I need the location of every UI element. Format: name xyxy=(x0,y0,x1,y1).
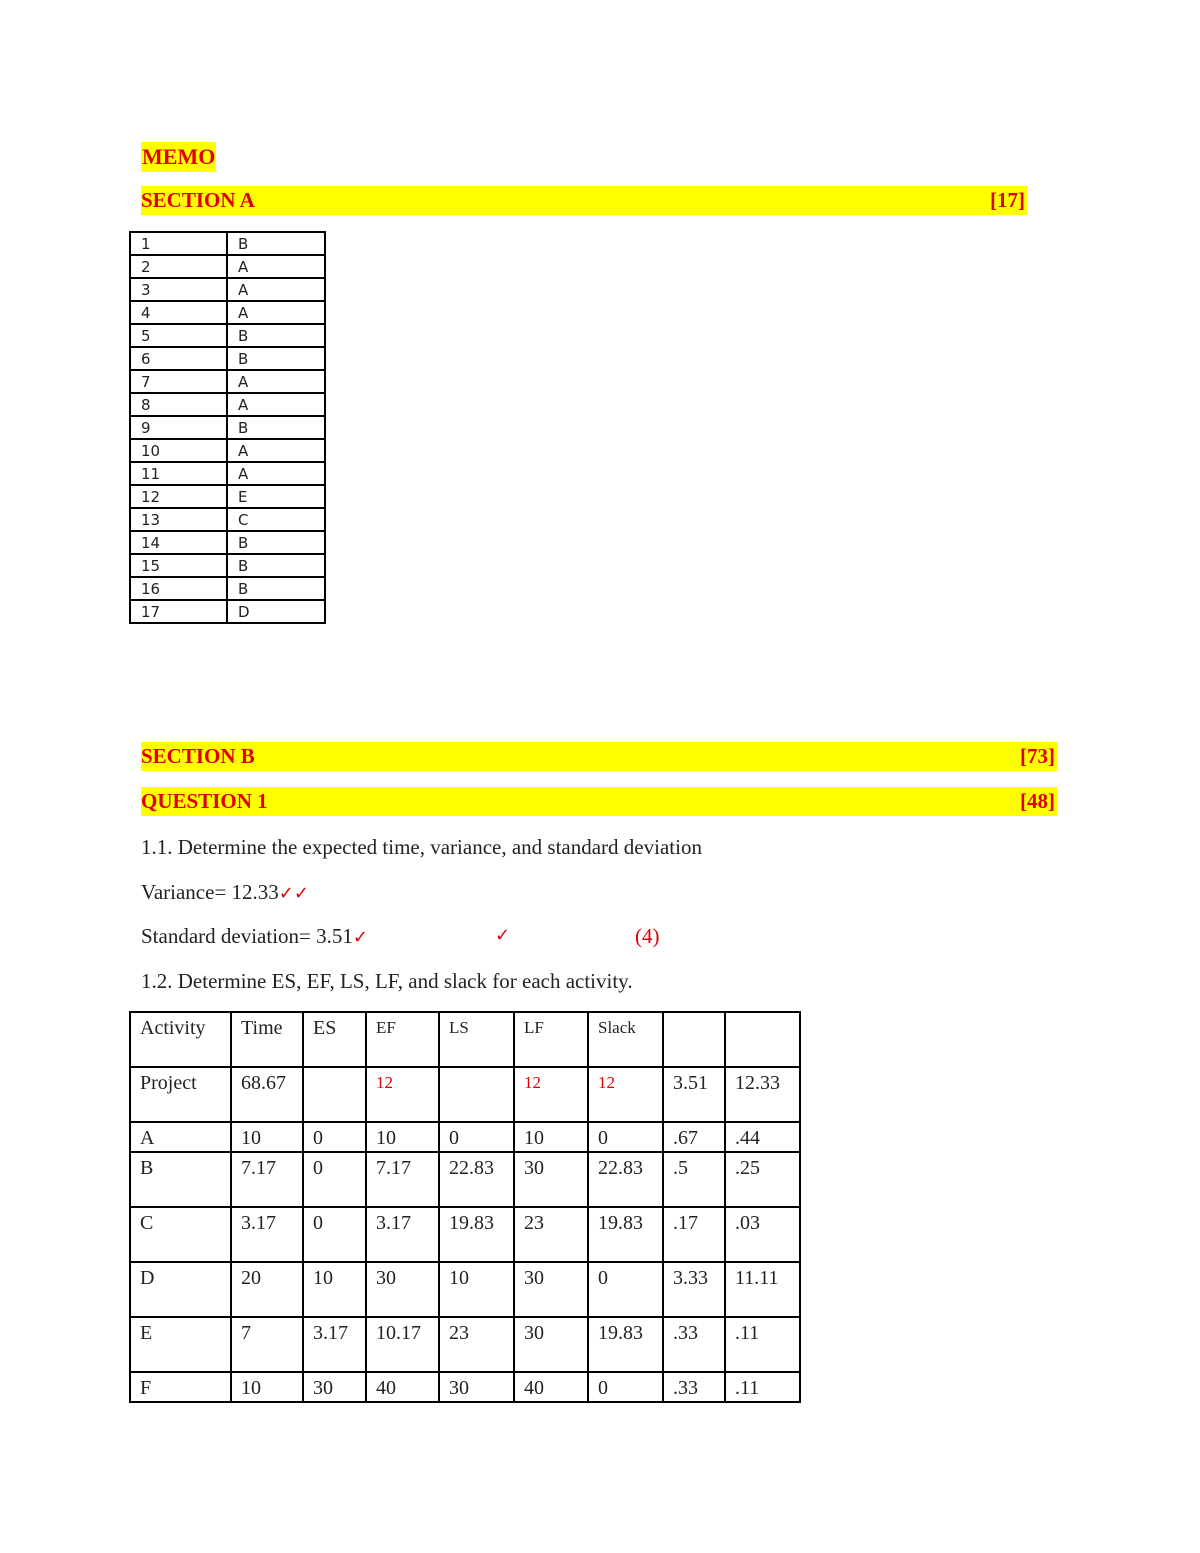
activity-cell: 19.83 xyxy=(588,1207,663,1262)
activity-cell: .25 xyxy=(725,1152,800,1207)
activity-cell: 30 xyxy=(514,1262,588,1317)
activity-cell: 23 xyxy=(514,1207,588,1262)
activity-cell: 12 xyxy=(366,1067,439,1122)
column-header: LS xyxy=(439,1012,514,1067)
q1-1-marks: (4) xyxy=(635,924,660,948)
answer-number: 2 xyxy=(130,255,227,278)
activity-cell: B xyxy=(130,1152,231,1207)
activity-cell: .67 xyxy=(663,1122,725,1152)
activity-cell: 0 xyxy=(588,1372,663,1402)
answer-number: 4 xyxy=(130,301,227,324)
column-header: LF xyxy=(514,1012,588,1067)
section-a-answer-table xyxy=(129,231,326,624)
q1-1-heading: 1.1. Determine the expected time, variance, and standard deviation xyxy=(141,835,702,859)
activity-cell: 7.17 xyxy=(366,1152,439,1207)
activity-row xyxy=(130,1152,800,1207)
activity-cell: 3.17 xyxy=(231,1207,303,1262)
answer-letter: D xyxy=(227,600,325,623)
activity-row xyxy=(130,1207,800,1262)
question-1-marks: [48] xyxy=(1020,789,1055,813)
section-a-marks: [17] xyxy=(990,188,1025,212)
activity-cell: 30 xyxy=(439,1372,514,1402)
answer-letter: B xyxy=(227,232,325,255)
answer-row xyxy=(130,324,325,347)
activity-cell: 0 xyxy=(303,1207,366,1262)
answer-number: 17 xyxy=(130,600,227,623)
q1-2-heading: 1.2. Determine ES, EF, LS, LF, and slack for each activity. xyxy=(141,969,633,993)
answer-row xyxy=(130,577,325,600)
activity-row xyxy=(130,1372,800,1402)
activity-cell: 3.17 xyxy=(366,1207,439,1262)
section-b-marks: [73] xyxy=(1020,744,1055,768)
answer-letter: B xyxy=(227,554,325,577)
answer-letter: A xyxy=(227,462,325,485)
answer-row xyxy=(130,439,325,462)
activity-cell: .17 xyxy=(663,1207,725,1262)
answer-row xyxy=(130,485,325,508)
answer-letter: B xyxy=(227,416,325,439)
section-a-label: SECTION A xyxy=(141,188,255,212)
activity-cell: .33 xyxy=(663,1372,725,1402)
activity-cell: E xyxy=(130,1317,231,1372)
activity-cell: 30 xyxy=(366,1262,439,1317)
column-header: ES xyxy=(303,1012,366,1067)
activity-cell: C xyxy=(130,1207,231,1262)
answer-number: 5 xyxy=(130,324,227,347)
answer-row xyxy=(130,347,325,370)
activity-cell: 10 xyxy=(231,1372,303,1402)
std-dev-line xyxy=(141,921,368,951)
column-header: Activity xyxy=(130,1012,231,1067)
activity-cell: 22.83 xyxy=(588,1152,663,1207)
activity-cell: .03 xyxy=(725,1207,800,1262)
answer-number: 9 xyxy=(130,416,227,439)
column-header: Time xyxy=(231,1012,303,1067)
activity-cell: 11.11 xyxy=(725,1262,800,1317)
answer-letter: A xyxy=(227,439,325,462)
activity-row xyxy=(130,1067,800,1122)
answer-letter: C xyxy=(227,508,325,531)
activity-cell: D xyxy=(130,1262,231,1317)
std-dev-text: Standard deviation= 3.51 xyxy=(141,924,353,948)
activity-cell: 12 xyxy=(514,1067,588,1122)
variance-line xyxy=(141,877,309,907)
activity-cell: 0 xyxy=(439,1122,514,1152)
answer-letter: A xyxy=(227,393,325,416)
section-a-heading xyxy=(141,186,1027,215)
section-b-heading xyxy=(141,742,1057,771)
activity-cell: 0 xyxy=(588,1262,663,1317)
activity-cell: 3.33 xyxy=(663,1262,725,1317)
activity-cell: 19.83 xyxy=(439,1207,514,1262)
activity-cell: 20 xyxy=(231,1262,303,1317)
answer-row xyxy=(130,508,325,531)
activity-cell: 0 xyxy=(303,1152,366,1207)
question-1-heading xyxy=(141,787,1057,816)
answer-number: 13 xyxy=(130,508,227,531)
activity-cell: 19.83 xyxy=(588,1317,663,1372)
column-header: EF xyxy=(366,1012,439,1067)
answer-row xyxy=(130,416,325,439)
activity-cell: 7 xyxy=(231,1317,303,1372)
answer-row xyxy=(130,370,325,393)
activity-cell: 10 xyxy=(439,1262,514,1317)
section-b-label: SECTION B xyxy=(141,744,255,768)
activity-cell: 30 xyxy=(514,1152,588,1207)
activity-cell: 10 xyxy=(366,1122,439,1152)
variance-check-icon: ✓✓ xyxy=(278,883,309,904)
activity-cell: Project xyxy=(130,1067,231,1122)
activity-cell: 12.33 xyxy=(725,1067,800,1122)
activity-cell: .11 xyxy=(725,1317,800,1372)
activity-cell: 0 xyxy=(303,1122,366,1152)
answer-letter: B xyxy=(227,347,325,370)
activity-cell: 0 xyxy=(588,1122,663,1152)
activity-cell: A xyxy=(130,1122,231,1152)
answer-row xyxy=(130,462,325,485)
activity-cell: 10 xyxy=(303,1262,366,1317)
activity-cell: 22.83 xyxy=(439,1152,514,1207)
check-icon: ✓ xyxy=(495,925,511,946)
activity-cell: 3.51 xyxy=(663,1067,725,1122)
activity-cell: 12 xyxy=(588,1067,663,1122)
answer-letter: A xyxy=(227,255,325,278)
activity-cell: 10 xyxy=(514,1122,588,1152)
answer-number: 1 xyxy=(130,232,227,255)
activity-table xyxy=(129,1011,801,1403)
activity-cell: 3.17 xyxy=(303,1317,366,1372)
answer-letter: B xyxy=(227,324,325,347)
answer-row xyxy=(130,255,325,278)
activity-cell: .44 xyxy=(725,1122,800,1152)
activity-cell xyxy=(439,1067,514,1122)
variance-text: Variance= 12.33 xyxy=(141,880,279,904)
activity-cell: 10.17 xyxy=(366,1317,439,1372)
activity-cell: .5 xyxy=(663,1152,725,1207)
activity-cell: 30 xyxy=(303,1372,366,1402)
answer-row xyxy=(130,600,325,623)
answer-number: 16 xyxy=(130,577,227,600)
activity-cell: 10 xyxy=(231,1122,303,1152)
activity-cell: .11 xyxy=(725,1372,800,1402)
activity-cell: 23 xyxy=(439,1317,514,1372)
answer-letter: E xyxy=(227,485,325,508)
activity-row xyxy=(130,1262,800,1317)
activity-cell: .33 xyxy=(663,1317,725,1372)
question-1-label: QUESTION 1 xyxy=(141,789,268,813)
activity-cell: 68.67 xyxy=(231,1067,303,1122)
activity-row xyxy=(130,1317,800,1372)
answer-row xyxy=(130,554,325,577)
answer-row xyxy=(130,393,325,416)
activity-row xyxy=(130,1122,800,1152)
memo-title: MEMO xyxy=(141,142,216,172)
answer-row xyxy=(130,232,325,255)
answer-letter: B xyxy=(227,531,325,554)
activity-cell: 40 xyxy=(514,1372,588,1402)
answer-number: 8 xyxy=(130,393,227,416)
answer-number: 12 xyxy=(130,485,227,508)
answer-number: 10 xyxy=(130,439,227,462)
answer-letter: A xyxy=(227,278,325,301)
answer-number: 15 xyxy=(130,554,227,577)
answer-number: 3 xyxy=(130,278,227,301)
answer-letter: B xyxy=(227,577,325,600)
answer-row xyxy=(130,301,325,324)
activity-cell: F xyxy=(130,1372,231,1402)
activity-cell: 40 xyxy=(366,1372,439,1402)
answer-number: 11 xyxy=(130,462,227,485)
activity-header-row xyxy=(130,1012,800,1067)
column-header xyxy=(663,1012,725,1067)
activity-cell: 7.17 xyxy=(231,1152,303,1207)
answer-number: 6 xyxy=(130,347,227,370)
answer-letter: A xyxy=(227,301,325,324)
answer-number: 14 xyxy=(130,531,227,554)
answer-row xyxy=(130,278,325,301)
activity-cell xyxy=(303,1067,366,1122)
answer-number: 7 xyxy=(130,370,227,393)
std-dev-check-icon: ✓ xyxy=(352,927,368,948)
activity-cell: 30 xyxy=(514,1317,588,1372)
answer-row xyxy=(130,531,325,554)
answer-letter: A xyxy=(227,370,325,393)
column-header xyxy=(725,1012,800,1067)
column-header: Slack xyxy=(588,1012,663,1067)
